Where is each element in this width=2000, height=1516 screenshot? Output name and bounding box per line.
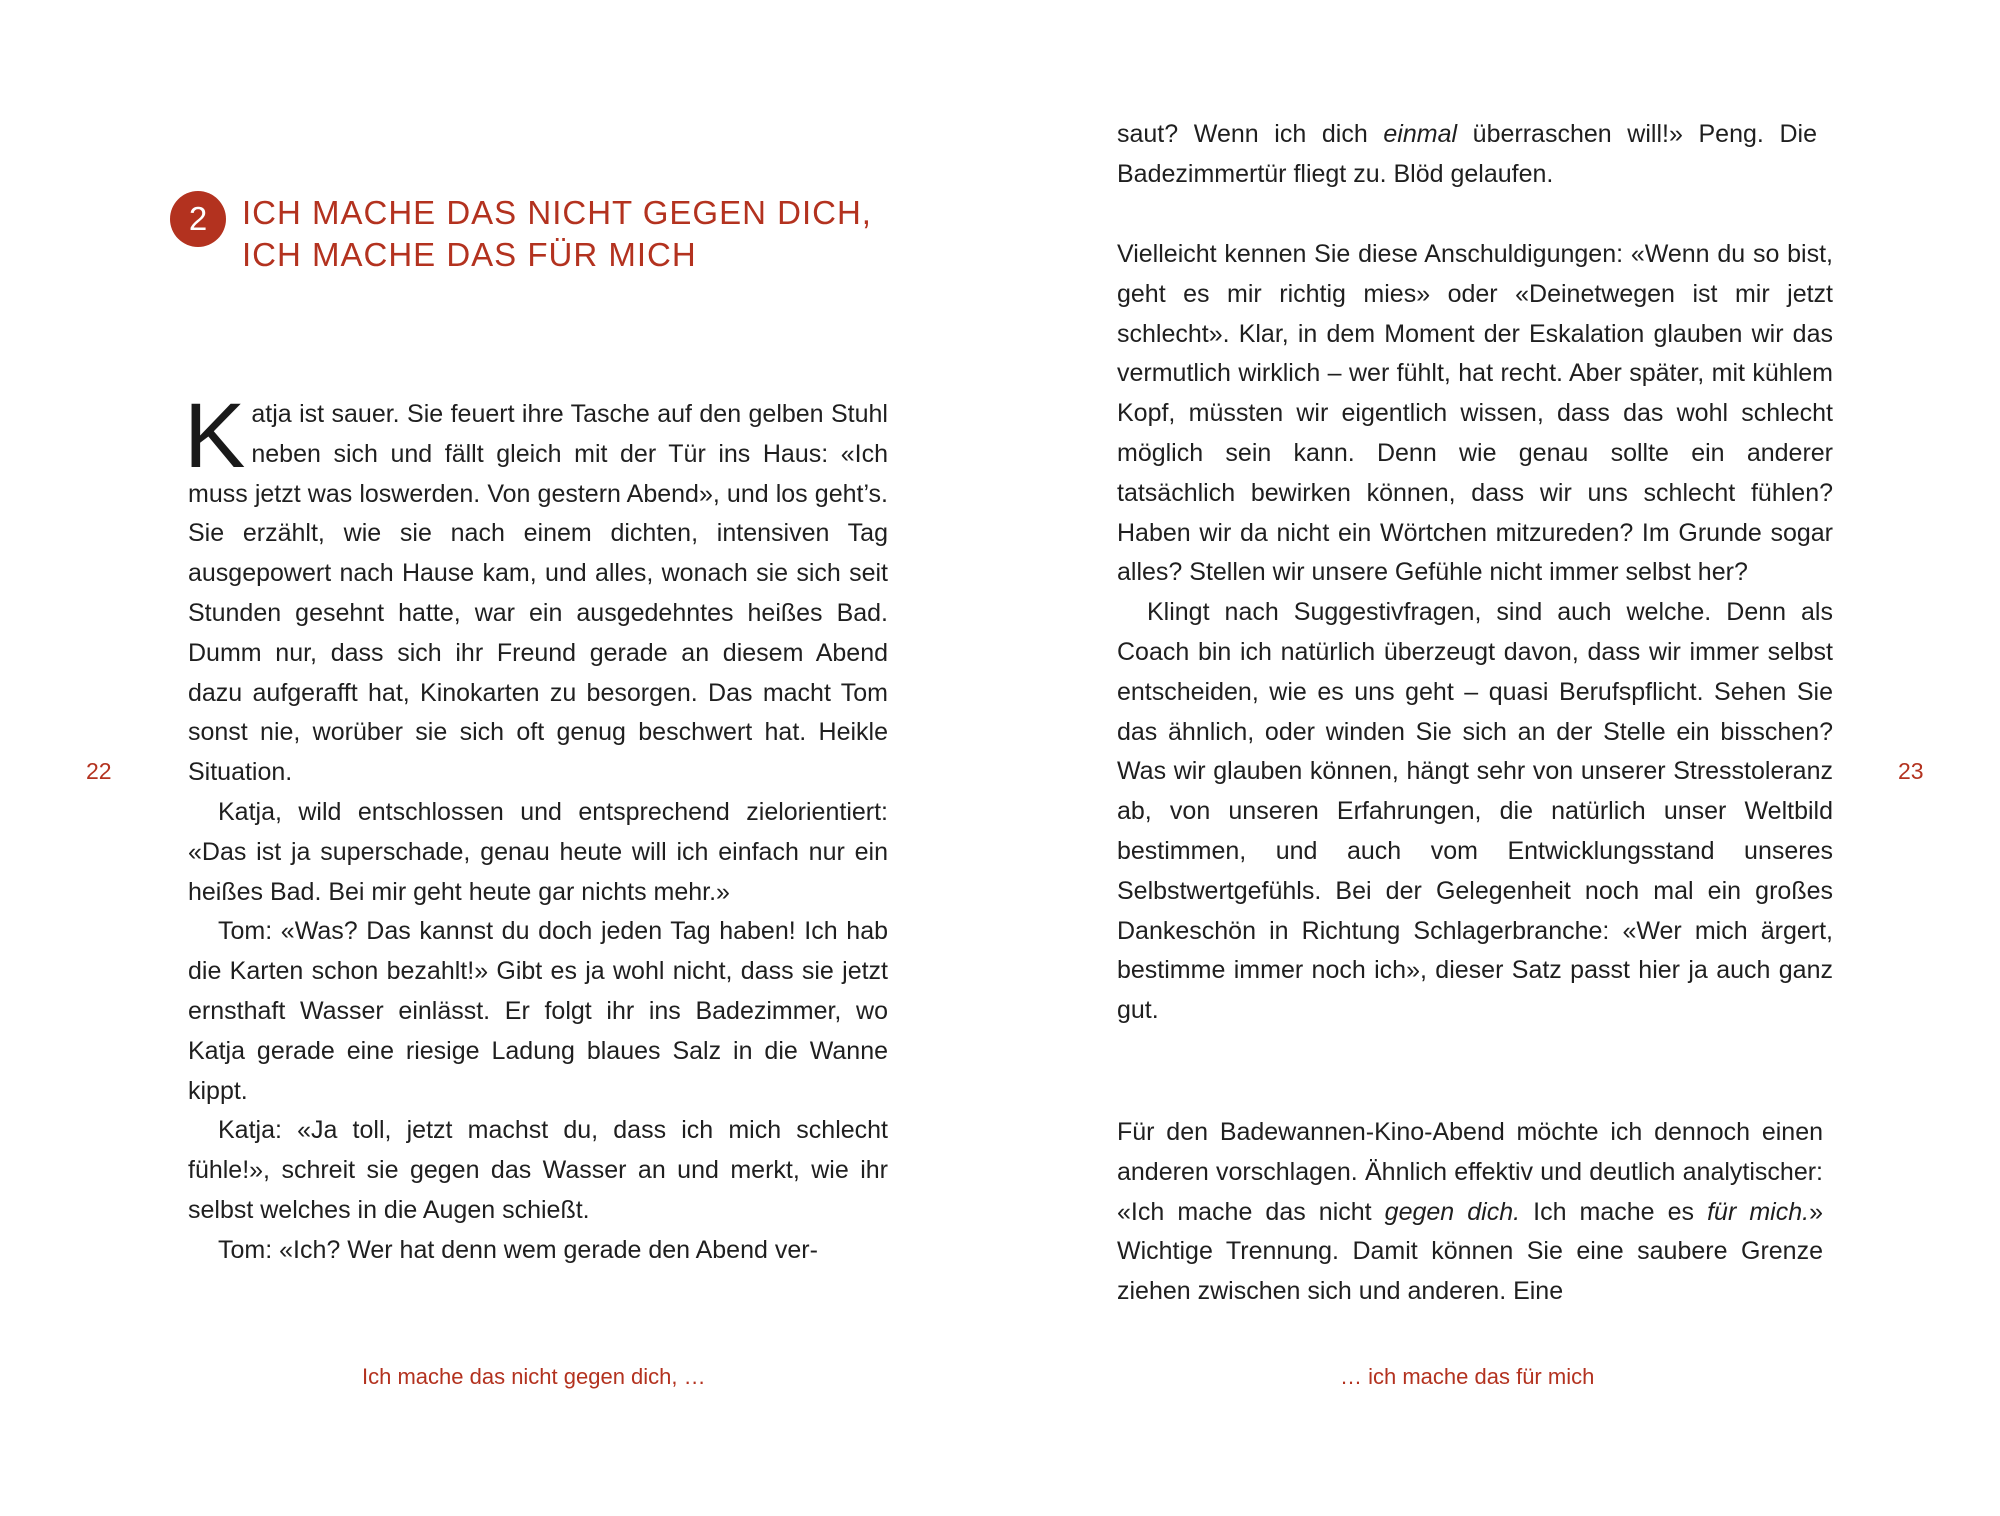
paragraph: saut? Wenn ich dich einmal überraschen will!» Peng. Die Badezimmertür fliegt zu. Blöd gelaufen.	[1117, 120, 1817, 188]
emphasis: gegen dich.	[1384, 1197, 1521, 1226]
paragraph: Klingt nach Suggestivfragen, sind auch welche. Denn als Coach bin ich natürlich überzeugt davon, dass wir immer selbst entscheiden, wie es uns geht – quasi Berufspflicht. Sehen Sie das ähnlich, oder winden Sie sich an der Stelle ein bisschen? Was wir glauben können, hängt sehr von unserer Stresstoleranz ab, von unseren Erfahrungen, die natürlich unser Weltbild bestimmen, und auch vom Entwicklungsstand unseres Selbstwertgefühls. Bei der Gelegenheit noch mal ein großes Dankeschön in Richtung Schlagerbranche: «Wer mich ärgert, bestimme immer noch ich», dieser Satz passt hier ja auch ganz gut.	[1117, 598, 1833, 1025]
right-bottom-paragraph	[1117, 1113, 1823, 1312]
paragraph: Katja, wild entschlossen und entsprechend zielorientiert: «Das ist ja superschade, genau heute will ich einfach nur ein heißes Bad. Bei mir geht heute gar nichts mehr.»	[188, 797, 888, 906]
right-page	[1000, 0, 2000, 1516]
drop-cap: K	[184, 385, 246, 487]
chapter-number-badge: 2	[170, 191, 226, 247]
paragraph: Katja: «Ja toll, jetzt machst du, dass ich mich schlecht fühle!», schreit sie gegen das Wasser an und merkt, wie ihr selbst welches in die Augen schießt.	[188, 1116, 888, 1224]
page-number-right: 23	[1898, 758, 1924, 784]
chapter-title-line-1: ICH MACHE DAS NICHT GEGEN DICH,	[242, 194, 872, 231]
emphasis: für mich.	[1707, 1197, 1810, 1226]
left-body-text	[184, 385, 888, 1271]
right-top-paragraph	[1117, 115, 1817, 195]
paragraph: Vielleicht kennen Sie diese Anschuldigungen: «Wenn du so bist, geht es mir richtig mies» oder «Deinetwegen ist mir jetzt schlecht». Klar, in dem Moment der Eskalation glauben wir das vermutlich wirklich – wer fühlt, hat recht. Aber später, mit kühlem Kopf, müssten wir eigentlich wissen, dass das wohl schlecht möglich sein kann. Denn wie genau sollte ein anderer tatsächlich bewirken können, dass wir uns schlecht fühlen? Haben wir da nicht ein Wörtchen mitzureden? Im Grunde sogar alles? Stellen wir unsere Gefühle nicht immer selbst her?	[1117, 240, 1833, 587]
page-number-left: 22	[86, 758, 112, 784]
running-foot-left: Ich mache das nicht gegen dich, …	[362, 1364, 706, 1389]
opening-paragraph	[184, 385, 888, 793]
opening-paragraph-text: atja ist sauer. Sie feuert ihre Tasche auf den gelben Stuhl neben sich und fällt gleich mit der Tür ins Haus: «Ich muss jetzt was loswerden. Von gestern Abend», und los geht’s. Sie erzählt, wie sie nach einem dichten, intensiven Tag ausgepowert nach Hause kam, und alles, wonach sie sich seit Stunden gesehnt hatte, war ein ausgedehntes heißes Bad. Dumm nur, dass sich ihr Freund gerade an diesem Abend dazu aufgerafft hat, Kinokarten zu besorgen. Das macht Tom sonst nie, worüber sie sich oft genug beschwert hat. Heikle Situation.	[188, 400, 888, 787]
emphasis: einmal	[1383, 120, 1458, 148]
running-foot-right: … ich mache das für mich	[1340, 1364, 1595, 1389]
chapter-title	[242, 192, 872, 276]
chapter-title-line-2: ICH MACHE DAS FÜR MICH	[242, 236, 697, 273]
paragraph: Tom: «Was? Das kannst du doch jeden Tag haben! Ich hab die Karten schon bezahlt!» Gibt es ja wohl nicht, dass sie jetzt ernsthaft Wasser einlässt. Er folgt ihr ins Badezimmer, wo Katja gerade eine riesige Ladung blaues Salz in die Wanne kippt.	[188, 917, 888, 1105]
paragraph: Tom: «Ich? Wer hat denn wem gerade den Abend ver-	[218, 1235, 818, 1264]
right-middle-text	[1117, 235, 1833, 1031]
paragraph: Für den Badewannen-Kino-Abend möchte ich dennoch einen anderen vorschlagen. Ähnlich effektiv und deutlich analytischer: «Ich mache das nicht gegen dich. Ich mache es für mich.» Wichtige Trennung. Damit können Sie eine saubere Grenze ziehen zwischen sich und anderen. Eine	[1117, 1118, 1823, 1306]
